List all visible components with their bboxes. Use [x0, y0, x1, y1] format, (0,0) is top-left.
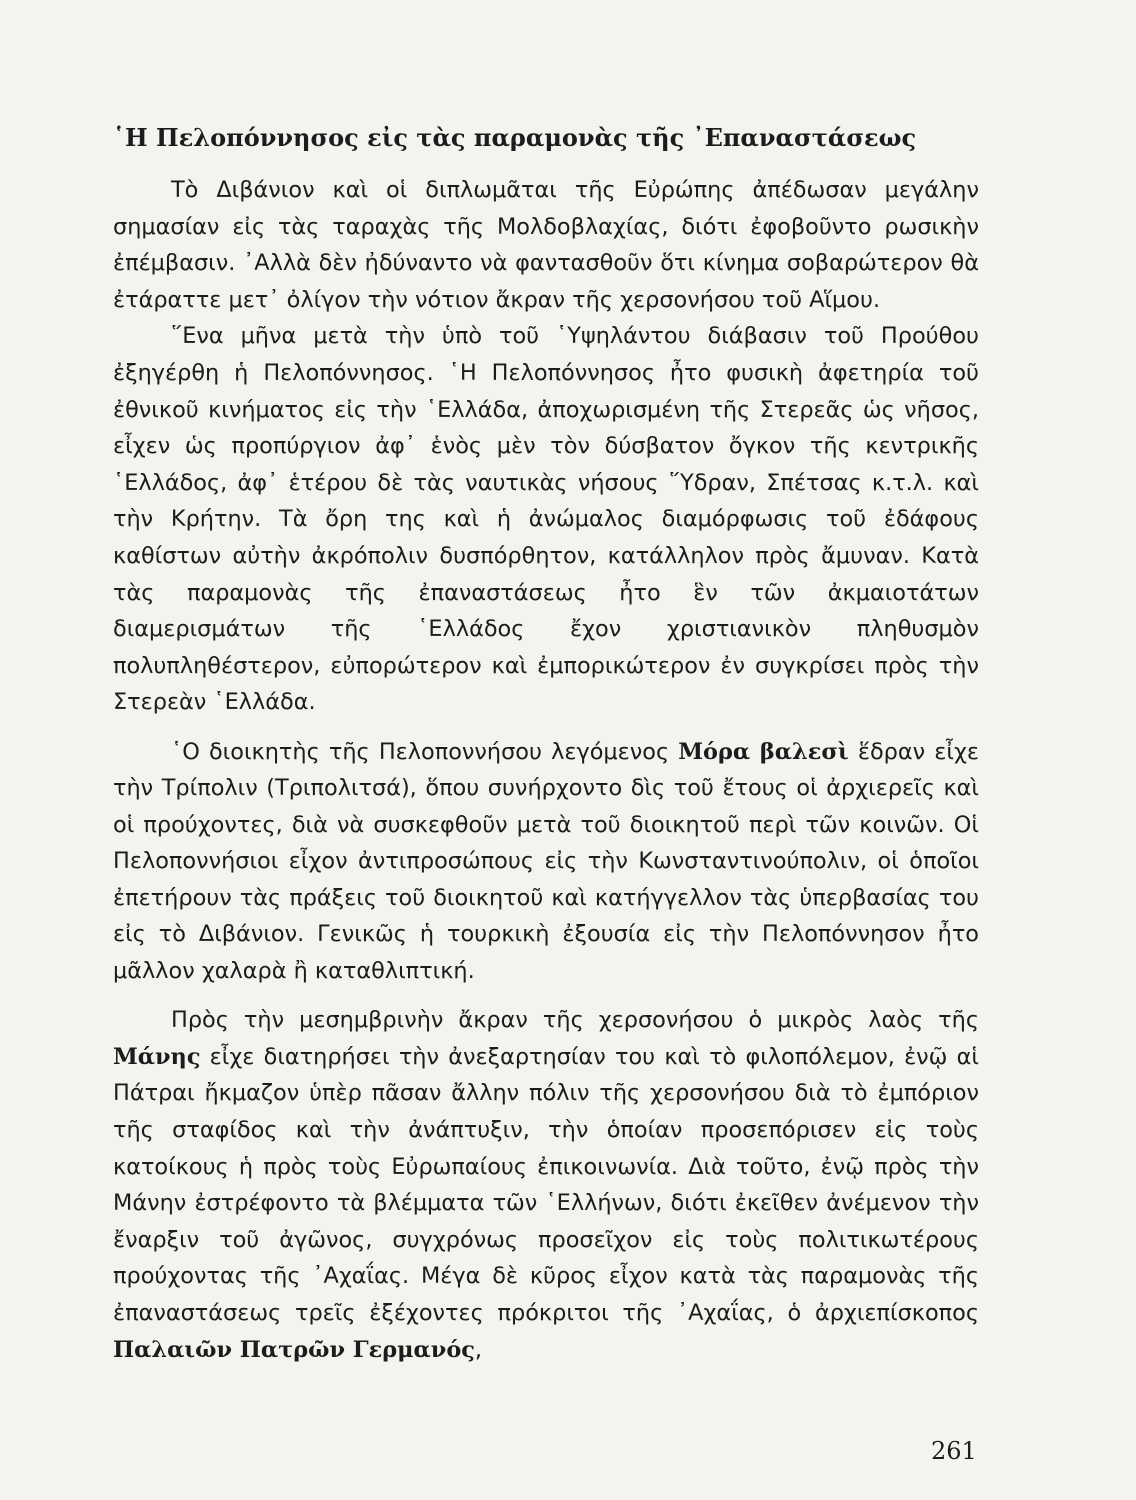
paragraph-text: Τὸ Διβάνιον καὶ οἱ διπλωμᾶται τῆς Εὐρώπης ἀπέδωσαν μεγάλην σημασίαν εἰς τὰς ταραχὰς τῆς Μολδοβλαχίας, διότι ἐφοβοῦντο ρωσικὴν ἐπέμβασιν. ᾿Αλλὰ δὲν ἠδύναντο νὰ φαντασθοῦν ὅτι κίνημα σοβαρώτερον θὰ ἐτάραττε μετ᾿ ὀλίγον τὴν νότιον ἄκραν τῆς χερσονήσου τοῦ Αἵμου. [113, 177, 979, 313]
paragraph-text: Πρὸς τὴν μεσημβρινὴν ἄκραν τῆς χερσονήσου ὁ μικρὸς λαὸς τῆς [171, 1007, 979, 1034]
paragraph-4 [113, 1002, 979, 1368]
paragraph-text: , [474, 1336, 483, 1363]
bold-term: Μόρα βαλεσὶ [678, 738, 849, 765]
body-text [113, 172, 979, 1381]
paragraph-text: ῾Ο διοικητὴς τῆς Πελοποννήσου λεγόμενος [171, 738, 679, 765]
paragraph-2 [113, 318, 979, 721]
bold-term: Παλαιῶν Πατρῶν Γερμανός [113, 1336, 475, 1363]
paragraph-text: ῞Ενα μῆνα μετὰ τὴν ὑπὸ τοῦ ῾Υψηλάντου διάβασιν τοῦ Προύθου ἐξηγέρθη ἡ Πελοπόννησος. ῾Η Πελοπόννησος ἦτο φυσικὴ ἀφετηρία τοῦ ἐθνικοῦ κινήματος εἰς τὴν ῾Ελλάδα, ἀποχωρισμένη τῆς Στερεᾶς ὡς νῆσος, εἶχεν ὡς προπύργιον ἀφ᾿ ἑνὸς μὲν τὸν δύσβατον ὄγκον τῆς κεντρικῆς ῾Ελλάδος, ἀφ᾿ ἑτέρου δὲ τὰς ναυτικὰς νήσους ῞Υδραν, Σπέτσας κ.τ.λ. καὶ τὴν Κρήτην. Τὰ ὄρη της καὶ ἡ ἀνώμαλος διαμόρφωσις τοῦ ἐδάφους καθίστων αὐτὴν ἀκρόπολιν δυσπόρθητον, κατάλληλον πρὸς ἄμυναν. Κατὰ τὰς παραμονὰς τῆς ἐπαναστάσεως ἦτο ἓν τῶν ἀκμαιοτάτων διαμερισμάτων τῆς ῾Ελλάδος ἔχον χριστιανικὸν πληθυσμὸν πολυπληθέστερον, εὐπορώτερον καὶ ἐμπορικώτερον ἐν συγκρίσει πρὸς τὴν Στερεὰν ῾Ελλάδα. [113, 323, 979, 716]
page-number: 261 [931, 1437, 977, 1465]
paragraph-1 [113, 172, 979, 318]
paragraph-3 [113, 734, 979, 990]
paragraph-text: εἶχε διατηρήσει τὴν ἀνεξαρτησίαν του καὶ τὸ φιλοπόλεμον, ἐνῷ αἱ Πάτραι ἤκμαζον ὑπὲρ πᾶσαν ἄλλην πόλιν τῆς χερσονήσου διὰ τὸ ἐμπόριον τῆς σταφίδος καὶ τὴν ἀνάπτυξιν, τὴν ὁποίαν προσεπόρισεν εἰς τοὺς κατοίκους ἡ πρὸς τοὺς Εὐρωπαίους ἐπικοινωνία. Διὰ τοῦτο, ἐνῷ πρὸς τὴν Μάνην ἐστρέφοντο τὰ βλέμματα τῶν ῾Ελλήνων, διότι ἐκεῖθεν ἀνέμενον τὴν ἔναρξιν τοῦ ἀγῶνος, συγχρόνως προσεῖχον εἰς τοὺς πολιτικωτέρους προύχοντας τῆς ᾿Αχαΐας. Μέγα δὲ κῦρος εἶχον κατὰ τὰς παραμονὰς τῆς ἐπαναστάσεως τρεῖς ἐξέχοντες πρόκριτοι τῆς ᾿Αχαΐας, ὁ ἀρχιεπίσκοπος [113, 1043, 979, 1326]
paragraph-text: ἕδραν εἶχε τὴν Τρίπολιν (Τριπολιτσά), ὅπου συνήρχοντο δὶς τοῦ ἔτους οἱ ἀρχιερεῖς καὶ οἱ προύχοντες, διὰ νὰ συσκεφθοῦν μετὰ τοῦ διοικητοῦ περὶ τῶν κοινῶν. Οἱ Πελοποννήσιοι εἶχον ἀντιπροσώπους εἰς τὴν Κωνσταντινούπολιν, οἱ ὁποῖοι ἐπετήρουν τὰς πράξεις τοῦ διοικητοῦ καὶ κατήγγελλον τὰς ὑπερβασίας του εἰς τὸ Διβάνιον. Γενικῶς ἡ τουρκικὴ ἐξουσία εἰς τὴν Πελοπόννησον ἦτο μᾶλλον χαλαρὰ ἢ καταθλιπτική. [113, 738, 980, 985]
bold-term: Μάνης [113, 1043, 201, 1070]
section-heading: ῾Η Πελοπόννησος εἰς τὰς παραμονὰς τῆς ᾿Επαναστάσεως [113, 123, 917, 152]
